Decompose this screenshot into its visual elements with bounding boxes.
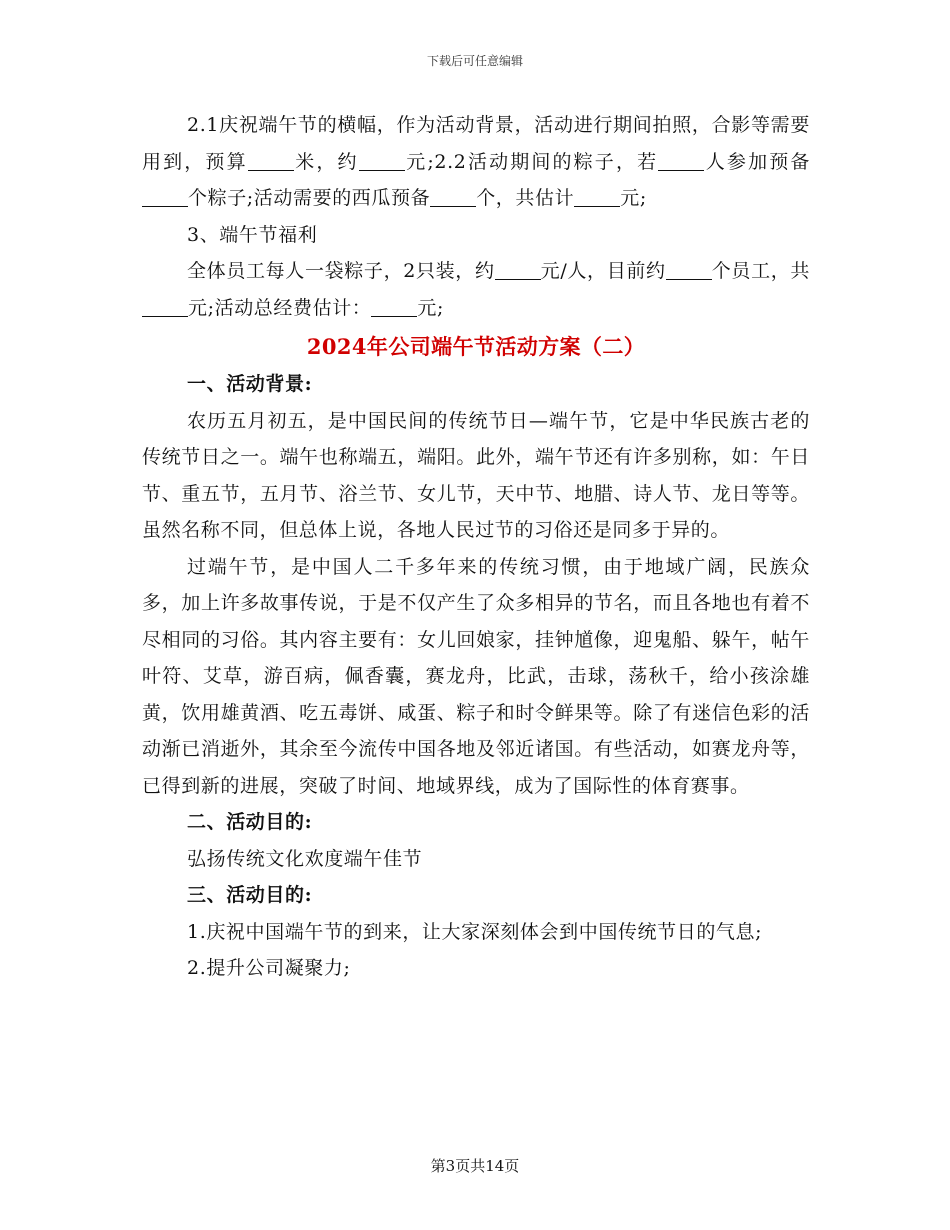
page-header: 下载后可任意编辑 [426, 54, 523, 68]
welfare-paragraph: 全体员工每人一袋粽子，2只装，约 元/人，目前约 个员工，共元;活动总经费估计： 元; [142, 253, 810, 326]
section-heading-background: 一、活动背景: [187, 373, 313, 395]
purpose-item-1: 1.庆祝中国端午节的到来，让大家深刻体会到中国传统节日的气息; [187, 920, 763, 943]
blank-line [142, 187, 188, 207]
background-paragraph-2: 过端午节，是中国人二千多年来的传统习惯，由于地域广阔，民族众多，加上许多故事传说，于是不仅产生了众多相异的节名，而且各地也有着不尽相同的习俗。其内容主要有：女儿回娘家，挂钟馗像，迎鬼船、躲午，帖午叶符、艾草，游百病，佩香囊，赛龙舟，比武，击球，荡秋千，给小孩涂雄黄，饮用雄黄酒、吃五毒饼、咸蛋、粽子和时令鲜果等。除了有迷信色彩的活动渐已消逝外，其余至今流传中国各地及邻近诸国。有些活动，如赛龙舟等，已得到新的进展，突破了时间、地域界线，成为了国际性的体育赛事。 [142, 555, 810, 797]
blank-line [248, 151, 294, 171]
blank-line [658, 151, 704, 171]
document-body [142, 107, 810, 987]
section-heading-purpose-2: 三、活动目的: [187, 884, 313, 906]
blank-line [495, 260, 541, 280]
blank-line [371, 297, 417, 317]
blank-line [666, 260, 712, 280]
page-footer: 第3页共14页 [430, 1157, 520, 1175]
background-paragraph-1: 农历五月初五，是中国民间的传统节日—端午节，它是中华民族古老的传统节日之一。端午也称端五，端阳。此外，端午节还有许多别称，如：午日节、重五节，五月节、浴兰节、女儿节，天中节、地腊、诗人节、龙日等等。虽然名称不同，但总体上说，各地人民过节的习俗还是同多于异的。 [142, 409, 810, 541]
budget-paragraph: 2.1庆祝端午节的横幅，作为活动背景，活动进行期间拍照，合影等需要用到，预算 米，约 元;2.2活动期间的粽子，若 人参加预备个粽子;活动需要的西瓜预备 个，共估计 元; [142, 114, 810, 209]
blank-line [430, 187, 476, 207]
purpose-item-2: 2.提升公司凝聚力; [187, 957, 351, 979]
blank-line [574, 187, 620, 207]
purpose-paragraph: 弘扬传统文化欢度端午佳节 [187, 847, 423, 870]
section-heading-purpose: 二、活动目的: [187, 811, 313, 833]
blank-line [359, 151, 405, 171]
blank-line [142, 297, 188, 317]
document-title: 2024年公司端午节活动方案（二） [306, 334, 646, 359]
welfare-heading: 3、端午节福利 [187, 223, 318, 246]
